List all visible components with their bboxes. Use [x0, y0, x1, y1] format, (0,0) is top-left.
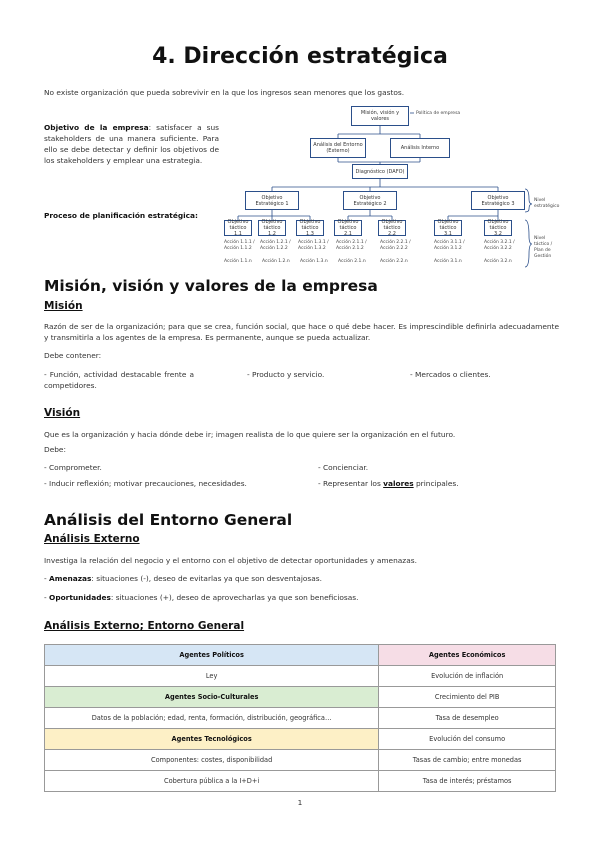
mvv-heading: Misión, visión y valores de la empresa	[44, 277, 378, 295]
objetivo-label: Objetivo de la empresa	[44, 123, 149, 132]
table-row	[45, 708, 556, 729]
strategic-planning-diagram	[220, 104, 560, 274]
table-cell: Ley	[45, 666, 379, 687]
debe-label: Debe:	[44, 445, 66, 454]
table-cell: Componentes: costes, disponibilidad	[45, 750, 379, 771]
diagram-acciones-1-3: Acción 1.3.1 / Acción 1.3.2	[298, 240, 329, 251]
diagram-accion-n-2: Acción 1.2.n	[262, 259, 290, 264]
diagram-tactico-2-2: Objetivo táctico 2.2	[378, 220, 406, 236]
analisis-externo-paragraph: Investiga la relación del negocio y el entorno con el objetivo de detectar oportunidades y amenazas.	[44, 556, 417, 565]
table-cell: Agentes Tecnológicos	[45, 729, 379, 750]
diagram-acciones-1-1: Acción 1.1.1 / Acción 1.1.2	[224, 240, 255, 251]
table-row	[45, 750, 556, 771]
diagram-tactico-2-1: Objetivo táctico 2.1	[334, 220, 362, 236]
table-row	[45, 666, 556, 687]
objetivo-paragraph	[44, 122, 219, 166]
mision-paragraph: Razón de ser de la organización; para que se crea, función social, que hace o qué debe hacer. Es imprescindible definirla adecuadamente y transmitirla a los agentes de la empresa. Es permanente, aunque se pueda actualizar.	[44, 322, 559, 342]
vision-item-4	[318, 478, 459, 489]
table-cell: Agentes Económicos	[379, 645, 556, 666]
mision-item-3: - Mercados o clientes.	[410, 370, 491, 379]
vision-item-4-pre: - Representar los	[318, 479, 384, 488]
entorno-heading: Análisis del Entorno General	[44, 511, 293, 529]
diagram-tactico-1-3: Objetivo táctico 1.3	[296, 220, 324, 236]
table-cell: Evolución de inflación	[379, 666, 556, 687]
diagram-dafo-box: Diagnóstico (DAFO)	[352, 164, 408, 179]
diagram-politica-label: Política de empresa	[416, 111, 461, 116]
diagram-externo-box: Análisis del Entorno (Externo)	[310, 138, 366, 158]
analisis-externo-heading: Análisis Externo	[44, 533, 140, 545]
vision-item-1: - Comprometer.	[44, 463, 102, 472]
table-cell: Tasa de desempleo	[379, 708, 556, 729]
vision-item-2: - Concienciar.	[318, 463, 369, 472]
diagram-accion-n-6: Acción 3.1.n	[434, 259, 462, 264]
diagram-accion-n-5: Acción 2.2.n	[380, 259, 408, 264]
mision-heading: Misión	[44, 300, 83, 312]
vision-heading: Visión	[44, 407, 81, 419]
diagram-tactico-3-1: Objetivo táctico 3.1	[434, 220, 462, 236]
table-row	[45, 645, 556, 666]
mision-item-2: - Producto y servicio.	[247, 370, 325, 379]
diagram-tactico-3-2: Objetivo táctico 3.2	[484, 220, 512, 236]
amenazas-text: : situaciones (-), deseo de evitarlas ya que son desventajosas.	[91, 574, 322, 583]
table-cell: Agentes Políticos	[45, 645, 379, 666]
oportunidades-text: : situaciones (+), deseo de aprovecharlas ya que son beneficiosas.	[110, 593, 359, 602]
diagram-acciones-2-2: Acción 2.2.1 / Acción 2.2.2	[380, 240, 411, 251]
diagram-tactico-1-1: Objetivo táctico 1.1	[224, 220, 252, 236]
table-cell: Tasas de cambio; entre monedas	[379, 750, 556, 771]
diagram-accion-n-3: Acción 1.3.n	[300, 259, 328, 264]
oportunidades-line: - Oportunidades: situaciones (+), deseo de aprovecharlas ya que son beneficiosas.	[44, 593, 359, 602]
table-cell: Evolución del consumo	[379, 729, 556, 750]
table-cell: Datos de la población; edad, renta, formación, distribución, geográfica…	[45, 708, 379, 729]
objetivo-text: : satisfacer a sus stakeholders de una manera suficiente. Para ello se debe detectar y definir los objetivos de los stakeholders y emplear una estrategia.	[44, 123, 219, 165]
table-cell: Crecimiento del PIB	[379, 687, 556, 708]
vision-paragraph: Que es la organización y hacia dónde debe ir; imagen realista de lo que quiere ser la organización en el futuro.	[44, 430, 456, 439]
valores-link[interactable]: valores	[383, 479, 414, 488]
vision-item-3: - Inducir reflexión; motivar precauciones, necesidades.	[44, 479, 247, 488]
diagram-interno-box: Análisis Interno	[390, 138, 450, 158]
diagram-accion-n-7: Acción 3.2.n	[484, 259, 512, 264]
page-number: 1	[297, 798, 303, 807]
diagram-tactico-1-2: Objetivo táctico 1.2	[258, 220, 286, 236]
diagram-accion-n-1: Acción 1.1.n	[224, 259, 252, 264]
diagram-acciones-3-1: Acción 3.1.1 / Acción 3.1.2	[434, 240, 465, 251]
table-cell: Agentes Socio-Culturales	[45, 687, 379, 708]
proceso-label: Proceso de planificación estratégica:	[44, 211, 199, 220]
entorno-table	[44, 644, 556, 792]
diagram-nivel-estrategico: Nivel estratégico	[534, 198, 560, 209]
amenazas-label: Amenazas	[49, 574, 92, 583]
diagram-acciones-1-2: Acción 1.2.1 / Acción 1.2.2	[260, 240, 291, 251]
table-cell: Tasa de interés; préstamos	[379, 771, 556, 792]
page-title: 4. Dirección estratégica	[152, 44, 448, 69]
debe-contener-label: Debe contener:	[44, 351, 102, 360]
diagram-accion-n-4: Acción 2.1.n	[338, 259, 366, 264]
diagram-estrategico-2: Objetivo Estratégico 2	[343, 191, 397, 210]
table-row	[45, 771, 556, 792]
table-row	[45, 687, 556, 708]
diagram-nivel-tactico: Nivel táctico / Plan de Gestión	[534, 236, 553, 259]
diagram-estrategico-1: Objetivo Estratégico 1	[245, 191, 299, 210]
table-cell: Cobertura pública a la I+D+i	[45, 771, 379, 792]
intro-text: No existe organización que pueda sobrevivir en la que los ingresos sean menores que los gastos.	[44, 88, 405, 97]
diagram-acciones-3-2: Acción 3.2.1 / Acción 3.2.2	[484, 240, 515, 251]
entorno-general-heading: Análisis Externo; Entorno General	[44, 620, 245, 632]
diagram-acciones-2-1: Acción 2.1.1 / Acción 2.1.2	[336, 240, 367, 251]
oportunidades-label: Oportunidades	[49, 593, 111, 602]
diagram-mision-box: Misión, visión y valores	[351, 106, 409, 126]
mision-item-1: - Función, actividad destacable frente a competidores.	[44, 370, 194, 390]
vision-item-4-post: principales.	[413, 479, 459, 488]
table-row	[45, 729, 556, 750]
diagram-estrategico-3: Objetivo Estratégico 3	[471, 191, 525, 210]
amenazas-line: - Amenazas: situaciones (-), deseo de evitarlas ya que son desventajosas.	[44, 574, 322, 583]
